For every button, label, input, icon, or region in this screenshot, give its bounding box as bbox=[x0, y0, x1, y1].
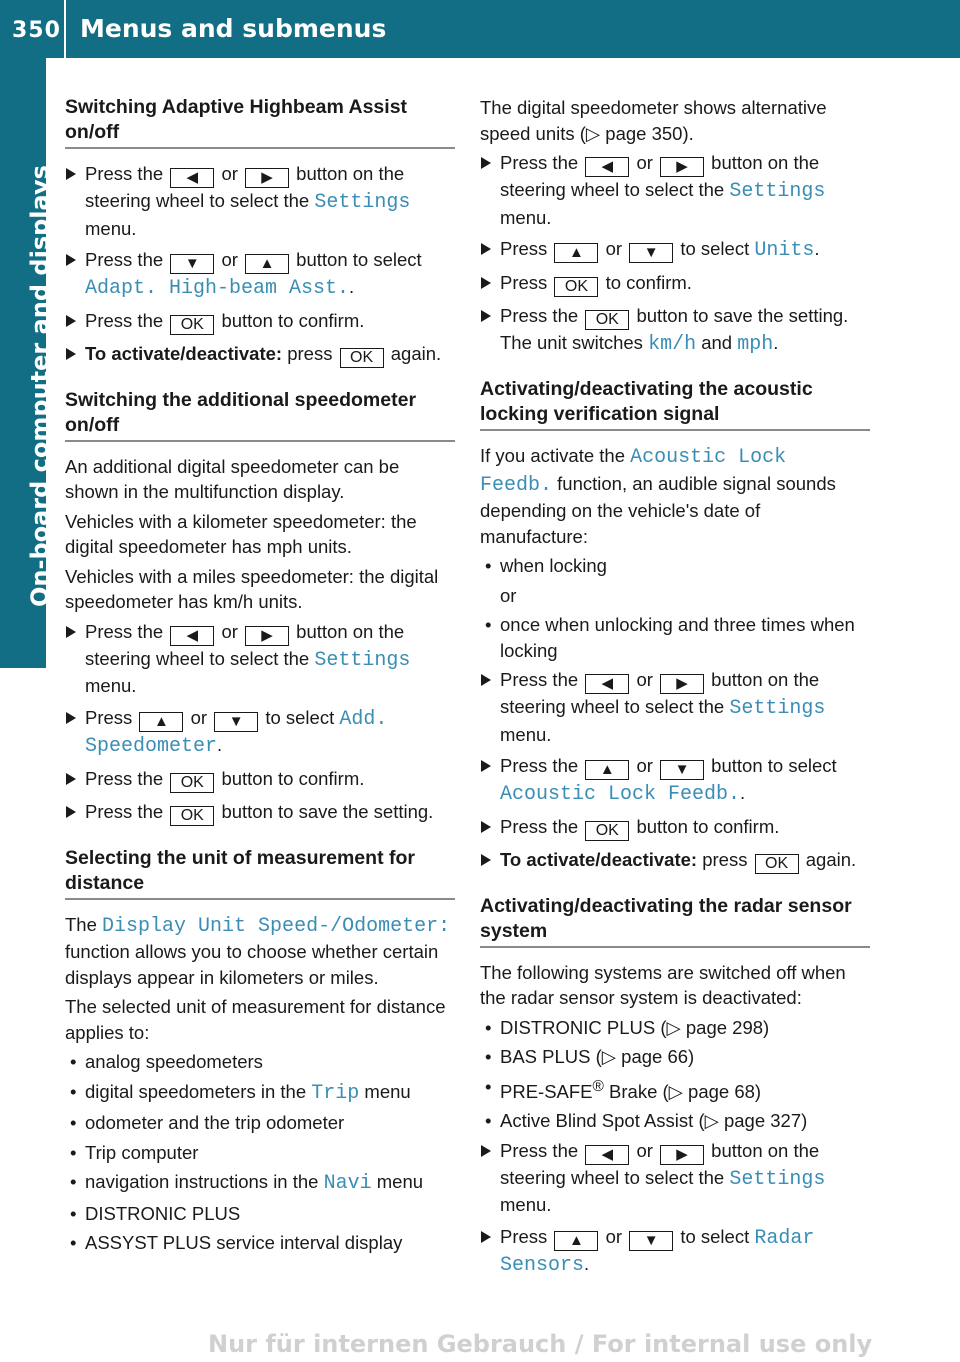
text: menu. bbox=[85, 217, 137, 239]
step bbox=[480, 150, 870, 230]
text: button to select bbox=[711, 755, 837, 776]
step bbox=[480, 270, 870, 297]
right-arrow-key: ▶ bbox=[660, 1145, 704, 1165]
text: Press bbox=[85, 706, 133, 728]
ok-key: OK bbox=[554, 277, 598, 297]
down-arrow-key: ▼ bbox=[214, 712, 258, 732]
list-item: • ASSYST PLUS service interval display bbox=[65, 1230, 455, 1256]
display-text: mph bbox=[737, 332, 774, 356]
step bbox=[480, 753, 870, 808]
section-title-speedometer: Switching the additional speedometer on/off bbox=[65, 388, 455, 442]
text: press bbox=[287, 342, 333, 364]
text: button to select bbox=[296, 249, 422, 270]
right-arrow-key: ▶ bbox=[245, 626, 289, 646]
text: to confirm. bbox=[605, 271, 692, 293]
step bbox=[65, 799, 455, 826]
text: Press the bbox=[85, 620, 164, 642]
paragraph bbox=[480, 443, 870, 549]
text: to select bbox=[265, 706, 335, 728]
ok-key: OK bbox=[585, 310, 629, 330]
paragraph bbox=[65, 912, 455, 991]
text: and bbox=[701, 331, 733, 353]
down-arrow-key: ▼ bbox=[170, 254, 214, 274]
step bbox=[65, 247, 455, 302]
ok-key: OK bbox=[170, 773, 214, 793]
step bbox=[480, 303, 870, 358]
up-arrow-key: ▲ bbox=[554, 1231, 598, 1251]
paragraph: The digital speedometer shows alternative speed units (▷ page 350). bbox=[480, 97, 827, 144]
down-arrow-key: ▼ bbox=[629, 243, 673, 263]
text: Press the bbox=[500, 304, 579, 326]
text: . bbox=[584, 1253, 590, 1275]
text: menu. bbox=[500, 723, 552, 745]
text: button on the steering wheel to select the bbox=[500, 1139, 820, 1188]
text: The bbox=[65, 913, 97, 935]
text: or bbox=[636, 755, 653, 776]
display-text: Acoustic Lock Feedb. bbox=[500, 783, 741, 806]
list-item: • DISTRONIC PLUS (▷ page 298) bbox=[480, 1015, 870, 1041]
text: or bbox=[221, 249, 238, 270]
display-text: Settings bbox=[314, 191, 411, 214]
step bbox=[65, 161, 455, 241]
right-arrow-key: ▶ bbox=[660, 674, 704, 694]
text: button on the steering wheel to select the bbox=[85, 163, 405, 211]
text: Press bbox=[500, 238, 548, 259]
text: . bbox=[217, 734, 223, 755]
section-title-radar: Activating/deactivating the radar sensor system bbox=[480, 894, 870, 948]
left-arrow-key: ◀ bbox=[585, 1145, 629, 1165]
paragraph: Vehicles with a kilometer speedometer: the digital speedometer has mph units. bbox=[65, 510, 417, 557]
step bbox=[480, 814, 870, 841]
display-text: Trip bbox=[311, 1081, 360, 1105]
text: Press the bbox=[500, 755, 579, 776]
right-arrow-key: ▶ bbox=[245, 168, 289, 188]
section-title-distance-unit: Selecting the unit of measurement for distance bbox=[65, 846, 455, 900]
display-text: Settings bbox=[729, 697, 826, 720]
chapter-title: Menus and submenus bbox=[80, 14, 387, 43]
text: menu. bbox=[85, 675, 137, 696]
text: Press the bbox=[85, 767, 164, 789]
text: or bbox=[636, 1139, 653, 1161]
bold-text: To activate/deactivate: bbox=[500, 848, 698, 870]
text: Press the bbox=[500, 815, 579, 837]
list-item bbox=[480, 1074, 870, 1105]
step bbox=[480, 667, 870, 747]
right-arrow-key: ▶ bbox=[660, 157, 704, 177]
text: digital speedometers in the bbox=[85, 1080, 307, 1102]
ok-key: OK bbox=[340, 348, 384, 368]
list-item: • Trip computer bbox=[65, 1140, 455, 1166]
text: or bbox=[636, 152, 653, 173]
step bbox=[65, 766, 455, 793]
list-item: • when locking bbox=[480, 553, 870, 579]
text: Press the bbox=[85, 800, 164, 822]
step bbox=[480, 847, 870, 874]
header-bar bbox=[0, 0, 960, 58]
step bbox=[480, 1138, 870, 1218]
display-text: Units bbox=[754, 239, 815, 262]
left-arrow-key: ◀ bbox=[170, 626, 214, 646]
ok-key: OK bbox=[170, 806, 214, 826]
ok-key: OK bbox=[585, 821, 629, 841]
display-text: Acoustic Lock Feedb. bbox=[480, 446, 787, 497]
list-item: • BAS PLUS (▷ page 66) bbox=[480, 1044, 870, 1070]
display-text: Settings bbox=[729, 180, 826, 203]
text: Press bbox=[500, 1225, 548, 1247]
text: button to confirm. bbox=[636, 815, 780, 837]
text: button to save the setting. bbox=[221, 800, 434, 822]
step bbox=[65, 705, 455, 760]
text: Press the bbox=[500, 669, 579, 690]
text: Press the bbox=[500, 1139, 579, 1161]
text: to select bbox=[680, 1225, 750, 1247]
side-tab-label: On-board computer and displays bbox=[26, 165, 54, 607]
up-arrow-key: ▲ bbox=[245, 254, 289, 274]
step bbox=[480, 236, 870, 264]
list-item: • Active Blind Spot Assist (▷ page 327) bbox=[480, 1108, 870, 1134]
up-arrow-key: ▲ bbox=[554, 243, 598, 263]
text: again. bbox=[390, 342, 442, 364]
display-text: Settings bbox=[314, 648, 411, 672]
list-item: • DISTRONIC PLUS bbox=[65, 1201, 455, 1227]
down-arrow-key: ▼ bbox=[629, 1231, 673, 1251]
down-arrow-key: ▼ bbox=[660, 760, 704, 780]
text: . bbox=[349, 276, 355, 297]
section-title-acoustic-lock: Activating/deactivating the acoustic locking verification signal bbox=[480, 377, 870, 431]
text: button to confirm. bbox=[221, 309, 365, 331]
text: or bbox=[221, 620, 238, 642]
ok-key: OK bbox=[170, 315, 214, 335]
text: button on the steering wheel to select the bbox=[85, 620, 405, 669]
footer-watermark: Nur für internen Gebrauch / For internal use only bbox=[208, 1330, 873, 1358]
paragraph: An additional digital speedometer can be shown in the multifunction display. bbox=[65, 455, 400, 502]
or-text: or bbox=[500, 584, 517, 606]
step bbox=[65, 619, 455, 699]
text: or bbox=[190, 706, 208, 728]
step bbox=[65, 308, 455, 335]
text: . bbox=[773, 331, 779, 353]
text: menu. bbox=[500, 1194, 552, 1216]
step bbox=[480, 1224, 870, 1279]
display-text: Add. Speedometer bbox=[85, 707, 388, 758]
text: . bbox=[740, 782, 746, 803]
text: button to save the setting. The unit switches bbox=[500, 304, 849, 353]
text: If you activate the bbox=[480, 445, 626, 466]
text: menu. bbox=[500, 206, 552, 228]
text: again. bbox=[805, 848, 857, 870]
up-arrow-key: ▲ bbox=[585, 760, 629, 780]
left-column bbox=[65, 95, 455, 1260]
text: Press bbox=[500, 271, 548, 293]
page-number: 350 bbox=[12, 18, 61, 43]
display-text: Display Unit Speed-/Odometer: bbox=[102, 914, 451, 938]
list-item bbox=[65, 1079, 455, 1107]
side-tab-lower bbox=[0, 618, 46, 668]
text: function, an audible signal sounds depending on the vehicle's date of manufacture: bbox=[480, 472, 836, 547]
display-text: Settings bbox=[729, 1167, 826, 1191]
text: navigation instructions in the bbox=[85, 1171, 319, 1192]
text: Press the bbox=[500, 152, 579, 173]
section-title-highbeam: Switching Adaptive Highbeam Assist on/off bbox=[65, 95, 455, 149]
right-column bbox=[480, 95, 870, 1285]
text: button on the steering wheel to select the bbox=[500, 152, 820, 200]
text: or bbox=[636, 669, 653, 690]
registered-mark: ® bbox=[592, 1077, 604, 1095]
text: or bbox=[605, 1225, 623, 1247]
list-item: • odometer and the trip odometer bbox=[65, 1110, 455, 1136]
left-arrow-key: ◀ bbox=[170, 168, 214, 188]
text: menu bbox=[376, 1171, 424, 1192]
text: or bbox=[605, 238, 623, 259]
left-arrow-key: ◀ bbox=[585, 157, 629, 177]
text: button on the steering wheel to select the bbox=[500, 669, 820, 717]
list-item: • analog speedometers bbox=[65, 1049, 455, 1075]
text: Press the bbox=[85, 309, 164, 331]
text: to select bbox=[680, 238, 750, 259]
paragraph: The selected unit of measurement for distance applies to: bbox=[65, 996, 446, 1043]
header-divider bbox=[64, 0, 66, 58]
step bbox=[65, 341, 455, 368]
list-item bbox=[65, 1169, 455, 1197]
text: function allows you to choose whether certain displays appear in kilometers or miles. bbox=[65, 941, 439, 988]
text: press bbox=[702, 848, 748, 870]
display-text: Navi bbox=[323, 1172, 372, 1195]
text: Press the bbox=[85, 249, 164, 270]
bold-text: To activate/deactivate: bbox=[85, 342, 283, 364]
left-arrow-key: ◀ bbox=[585, 674, 629, 694]
list-item: • once when unlocking and three times when locking bbox=[480, 612, 870, 663]
text: or bbox=[221, 163, 238, 184]
display-text: Radar Sensors bbox=[500, 1226, 815, 1278]
text: button to confirm. bbox=[221, 767, 365, 789]
display-text: km/h bbox=[648, 332, 697, 356]
text: Brake (▷ page 68) bbox=[603, 1080, 762, 1102]
up-arrow-key: ▲ bbox=[139, 712, 183, 732]
text: menu bbox=[364, 1080, 411, 1102]
text: . bbox=[814, 238, 820, 259]
paragraph: The following systems are switched off when the radar sensor system is deactivated: bbox=[480, 961, 846, 1008]
ok-key: OK bbox=[755, 854, 799, 874]
text: Press the bbox=[85, 163, 164, 184]
paragraph: Vehicles with a miles speedometer: the digital speedometer has km/h units. bbox=[65, 565, 439, 612]
display-text: Adapt. High-beam Asst. bbox=[85, 277, 350, 300]
text: PRE-SAFE bbox=[500, 1080, 593, 1102]
